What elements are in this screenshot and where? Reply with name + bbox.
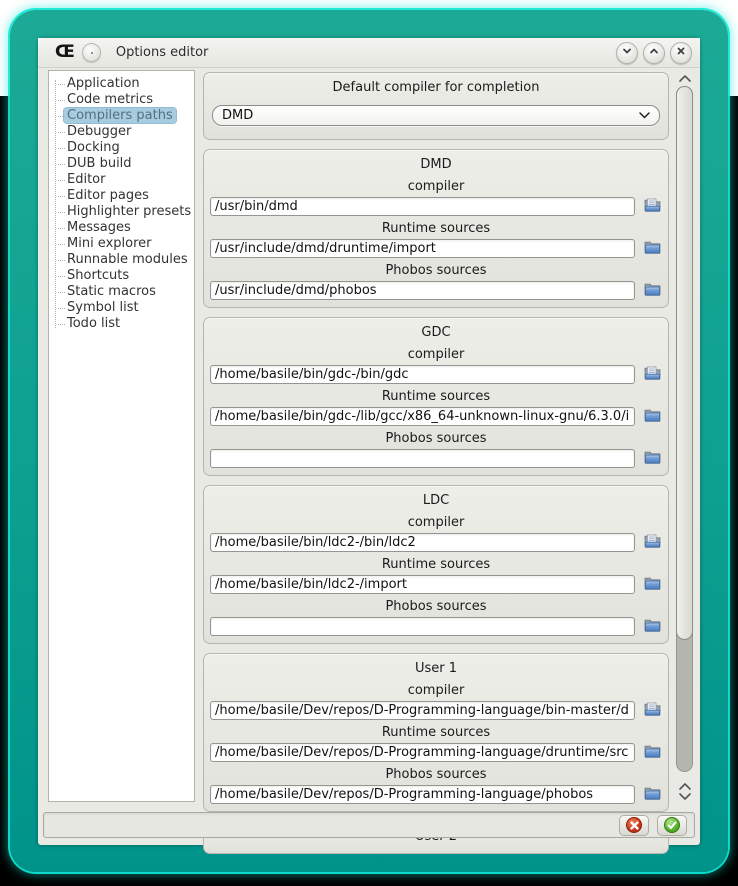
phobos-sources-label: Phobos sources <box>385 767 487 782</box>
compiler-label: compiler <box>407 683 465 698</box>
coedit-logo-icon: Œ <box>55 42 75 62</box>
default-compiler-select[interactable] <box>212 105 660 126</box>
options-editor-window <box>38 38 700 845</box>
folder-icon <box>644 240 661 257</box>
close-icon <box>675 45 687 60</box>
bottom-panel <box>43 812 695 838</box>
group-title: DMD <box>420 157 452 172</box>
group-gdc <box>203 317 669 476</box>
file-open-icon <box>644 366 661 383</box>
folder-icon <box>644 786 661 803</box>
sidebar-item-symbol-list[interactable]: Symbol list <box>52 300 194 316</box>
group-user1 <box>203 653 669 812</box>
group-dmd <box>203 149 669 308</box>
gdc-phobos-browse-button[interactable] <box>642 451 662 467</box>
runtime-sources-label: Runtime sources <box>381 725 491 740</box>
scrollbar-thumb[interactable] <box>676 86 693 640</box>
ldc-runtime-input[interactable] <box>210 575 635 594</box>
chevron-down-icon <box>678 789 692 804</box>
phobos-sources-label: Phobos sources <box>385 599 487 614</box>
window-title: Options editor <box>115 45 209 60</box>
ldc-compiler-browse-button[interactable] <box>642 535 662 551</box>
user1-phobos-browse-button[interactable] <box>642 787 662 803</box>
scrollbar[interactable] <box>673 70 697 804</box>
folder-icon <box>644 450 661 467</box>
compilers-paths-panel <box>203 70 669 804</box>
group-ldc <box>203 485 669 644</box>
window-frame <box>10 10 728 872</box>
sidebar-item-shortcuts[interactable]: Shortcuts <box>52 268 194 284</box>
chevron-down-icon <box>621 45 633 60</box>
roll-down-button[interactable] <box>616 42 638 64</box>
sidebar-item-compilers-paths[interactable]: Compilers paths <box>52 108 194 124</box>
user1-phobos-input[interactable] <box>210 785 635 804</box>
runtime-sources-label: Runtime sources <box>381 221 491 236</box>
phobos-sources-label: Phobos sources <box>385 431 487 446</box>
gdc-compiler-input[interactable] <box>210 365 635 384</box>
file-open-icon <box>644 198 661 215</box>
folder-icon <box>644 282 661 299</box>
user1-runtime-input[interactable] <box>210 743 635 762</box>
sidebar-item-mini-explorer[interactable]: Mini explorer <box>52 236 194 252</box>
compiler-label: compiler <box>407 347 465 362</box>
sidebar-item-editor-pages[interactable]: Editor pages <box>52 188 194 204</box>
dmd-phobos-input[interactable] <box>210 281 635 300</box>
scroll-up-button[interactable] <box>678 72 692 84</box>
dmd-runtime-browse-button[interactable] <box>642 241 662 257</box>
gdc-phobos-input[interactable] <box>210 449 635 468</box>
circle-check-icon <box>664 817 680 833</box>
file-open-icon <box>644 702 661 719</box>
ldc-runtime-browse-button[interactable] <box>642 577 662 593</box>
ldc-compiler-input[interactable] <box>210 533 635 552</box>
phobos-sources-label: Phobos sources <box>385 263 487 278</box>
group-default-compiler <box>203 72 669 140</box>
user1-compiler-input[interactable] <box>210 701 635 720</box>
group-title: GDC <box>421 325 451 340</box>
user1-runtime-browse-button[interactable] <box>642 745 662 761</box>
group-title: User 1 <box>414 661 458 676</box>
chevron-up-icon <box>648 45 660 60</box>
sidebar-item-messages[interactable]: Messages <box>52 220 194 236</box>
sidebar-item-editor[interactable]: Editor <box>52 172 194 188</box>
chevron-down-icon <box>639 108 650 123</box>
scrollbar-track[interactable] <box>676 86 693 772</box>
dmd-runtime-input[interactable] <box>210 239 635 258</box>
folder-icon <box>644 618 661 635</box>
dmd-compiler-browse-button[interactable] <box>642 199 662 215</box>
compiler-label: compiler <box>407 179 465 194</box>
folder-icon <box>644 576 661 593</box>
ldc-phobos-browse-button[interactable] <box>642 619 662 635</box>
category-tree <box>48 70 195 802</box>
gdc-compiler-browse-button[interactable] <box>642 367 662 383</box>
runtime-sources-label: Runtime sources <box>381 389 491 404</box>
titlebar <box>38 38 700 68</box>
content-area <box>38 68 700 808</box>
roll-up-button[interactable] <box>643 42 665 64</box>
user1-compiler-browse-button[interactable] <box>642 703 662 719</box>
sidebar-item-application[interactable]: Application <box>52 76 194 92</box>
default-compiler-value: DMD <box>222 108 254 123</box>
panel-splitter[interactable] <box>195 70 203 804</box>
dmd-phobos-browse-button[interactable] <box>642 283 662 299</box>
sidebar-item-runnable-modules[interactable]: Runnable modules <box>52 252 194 268</box>
sidebar-item-debugger[interactable]: Debugger <box>52 124 194 140</box>
chevron-up-icon <box>678 71 692 86</box>
sidebar-item-static-macros[interactable]: Static macros <box>52 284 194 300</box>
cancel-button[interactable] <box>619 815 649 836</box>
group-title: LDC <box>422 493 450 508</box>
file-open-icon <box>644 534 661 551</box>
window-menu-button[interactable] <box>82 43 101 62</box>
sidebar-item-dub-build[interactable]: DUB build <box>52 156 194 172</box>
close-button[interactable] <box>670 42 692 64</box>
sidebar-item-highlighter-presets[interactable]: Highlighter presets <box>52 204 194 220</box>
ldc-phobos-input[interactable] <box>210 617 635 636</box>
gdc-runtime-input[interactable] <box>210 407 635 426</box>
scroll-down-button[interactable] <box>678 792 692 801</box>
compiler-label: compiler <box>407 515 465 530</box>
sidebar-item-todo-list[interactable]: Todo list <box>52 316 194 332</box>
sidebar-item-docking[interactable]: Docking <box>52 140 194 156</box>
group-title: Default compiler for completion <box>332 80 540 95</box>
bottom-bar <box>38 808 700 845</box>
gdc-runtime-browse-button[interactable] <box>642 409 662 425</box>
dmd-compiler-input[interactable] <box>210 197 635 216</box>
runtime-sources-label: Runtime sources <box>381 557 491 572</box>
accept-button[interactable] <box>657 815 687 836</box>
folder-icon <box>644 408 661 425</box>
folder-icon <box>644 744 661 761</box>
sidebar-item-code-metrics[interactable]: Code metrics <box>52 92 194 108</box>
circle-x-icon <box>626 817 642 833</box>
